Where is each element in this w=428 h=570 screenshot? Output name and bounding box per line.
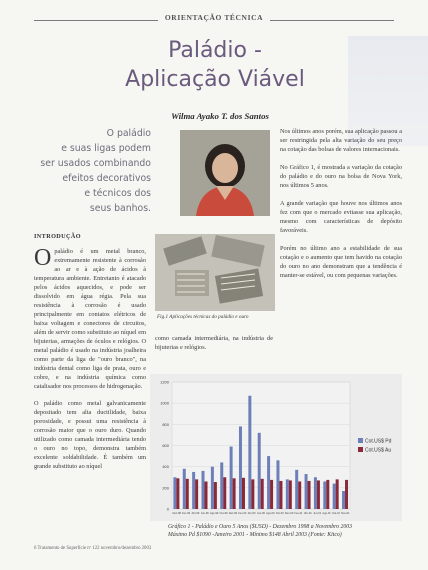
x-tick-label: Ago-01 [322, 512, 331, 515]
bar-pd [286, 479, 289, 509]
x-tick-label: Jun-00 [257, 512, 265, 515]
x-tick-label: Abr-99 [191, 512, 200, 515]
legend-label: Cot.US$ Pd [365, 438, 392, 445]
chart-caption-line-1: Gráfico 1 - Paládio e Ouro 5 Anos ($USD) - Dezembro 1998 a Novembro 2003 [168, 524, 353, 530]
bar-pd [220, 462, 223, 509]
bar-pd [342, 491, 345, 509]
bar-pd [192, 472, 195, 509]
bar-au [242, 478, 245, 509]
chart [150, 374, 402, 521]
paragraph [34, 247, 146, 391]
y-tick-label: 1200 [160, 379, 169, 385]
chart-caption [168, 523, 408, 539]
intro-line: O paládio [106, 128, 151, 139]
x-tick-label: Dez-00 [284, 512, 294, 515]
intro-line: efeitos decorativos [62, 173, 151, 184]
bar-au [279, 481, 282, 509]
title-line-1: Paládio - [168, 38, 262, 63]
author: Wilma Ayako T. dos Santos [171, 111, 269, 121]
figure-caption: Fig.1 Aplicações técnicas do paládio e ouro [157, 314, 249, 320]
chart-svg [150, 374, 402, 521]
bar-au [214, 482, 217, 509]
x-tick-label: Jun-99 [200, 512, 209, 515]
bar-pd [276, 460, 279, 509]
bar-au [176, 478, 179, 509]
y-tick-label: 0 [166, 506, 169, 512]
paragraph: No Gráfico 1, é mostrada a variação da cotação do paládio e do ouro na bolsa de Nova York, nos últimos 5 anos. [280, 164, 402, 189]
bar-au [289, 480, 292, 509]
palladium-components-photo [155, 234, 275, 311]
x-tick-label: Nov-01 [341, 512, 350, 515]
bar-pd [295, 470, 298, 509]
bar-pd [248, 396, 251, 509]
bar-pd [173, 477, 176, 509]
bar-au [233, 478, 236, 509]
bar-pd [323, 481, 326, 509]
x-tick-label: Fev-01 [294, 512, 303, 515]
bar-pd [258, 433, 261, 509]
x-tick-label: Fev-00 [238, 512, 247, 515]
y-tick-label: 400 [162, 464, 169, 470]
bar-au [345, 480, 348, 509]
x-tick-label: Abr-00 [247, 512, 256, 515]
bar-pd [267, 456, 270, 509]
paragraph: O paládio como metal galvanicamente depositado tem alta ductilidade, baixa porosidade, e possui uma resistência à corrosão maior que o ouro duro. Quando utilizado como camada intermediária tendo o ouro no topo, demonstra também excelente soldabilidade. É também um grande substituto ao níquel [34, 400, 146, 470]
author-photo [180, 130, 270, 216]
intro-line: e suas ligas podem [61, 143, 151, 154]
bar-au [261, 479, 264, 509]
paragraph-text: paládio é um metal branco, extremamente resistente à corrosão ao ar e à ação de ácidos à temperatura ambiente. Entretanto é atacado pelos ácidos aquecidos, e pode ser dissolvido em água régia. Pela sua resistência à corrosão é usado principalmente em contatos elétricos de baixa voltagem e conectores de circuitos, além de servir como substituto ao níquel em bijuterias, armações de óculos e relógios. O metal paládio é usado na indústria joalheira como parte da liga de "ouro branco", na indústria dental como liga de prata, ouro e cobre, e na indústria química como catalisador nos processos de hidrogenação. [34, 248, 146, 390]
paragraph: Porém no último ano a estabilidade de sua cotação e o aumento que tem havido na cotação do ouro no ano demonstram que a tendência é manter-se estável, ou com pequenas variações. [280, 245, 402, 279]
bar-au [186, 479, 189, 509]
title-line-2: Aplicação Viável [125, 67, 305, 92]
x-tick-label: Fev-99 [182, 512, 191, 515]
intro-line: ser usados combinando [40, 158, 151, 169]
bar-pd [183, 469, 186, 509]
y-tick-label: 200 [162, 485, 169, 491]
chart-caption-line-2: Máximo Pd $1090 -Janeiro 2001 - Mínimo $148 Abril 2003 (Fonte: Kitco) [168, 532, 342, 538]
bar-pd [230, 447, 233, 509]
bar-pd [202, 471, 205, 509]
bar-pd [333, 484, 336, 509]
middle-text: como camada intermediária, na indústria de bijuterias e relógios. [155, 335, 273, 351]
bar-au [298, 481, 301, 509]
intro-callout [10, 126, 151, 216]
bar-pd [314, 477, 317, 509]
bar-au [205, 481, 208, 509]
y-tick-label: 600 [162, 443, 169, 448]
y-tick-label: 800 [162, 421, 169, 427]
left-column [34, 247, 146, 471]
right-column-top [280, 127, 402, 280]
x-tick-label: Out-00 [275, 512, 284, 515]
x-tick-label: Out-99 [219, 512, 228, 515]
x-tick-label: Ago-99 [209, 512, 219, 515]
bar-au [317, 480, 320, 509]
footer: 6 Tratamento de Superfície nº 122 novembro/dezembro 2003 [34, 546, 152, 551]
drop-cap: O [34, 245, 52, 271]
bar-pd [211, 467, 214, 509]
intro-line: seus banhos. [89, 203, 151, 214]
paragraph: A grande variação que houve nos últimos anos fez com que o mercado evitasse sua aplicação, mesmo com características de depósito favoráveis. [280, 200, 402, 234]
bar-pd [305, 474, 308, 509]
x-tick-label: Dez-98 [172, 512, 181, 515]
x-tick-label: Abr-01 [303, 512, 312, 515]
bar-au [251, 479, 254, 509]
legend-label: Cot.US$ Au [365, 447, 392, 454]
bar-au [270, 480, 273, 509]
intro-line: e técnicos dos [84, 188, 151, 199]
x-tick-label: Out-01 [331, 512, 340, 515]
bar-au [326, 480, 329, 509]
x-tick-label: Dez-99 [228, 512, 238, 515]
legend-swatch [358, 438, 363, 443]
subheading-introducao: INTRODUÇÃO [34, 233, 81, 240]
legend-swatch [358, 447, 363, 452]
y-tick-label: 1000 [160, 400, 169, 406]
bar-au [223, 477, 226, 509]
section-label: ORIENTAÇÃO TÉCNICA [0, 13, 428, 22]
x-tick-label: Jun-01 [313, 512, 322, 515]
x-tick-label: Ago-00 [266, 512, 275, 515]
paragraph: Nos últimos anos porém, sua aplicação passou a ser restringida pela alta variação do seu preço na cotação das bolsas de valores internacionais. [280, 128, 402, 153]
bar-pd [239, 426, 242, 509]
bar-au [308, 481, 311, 509]
bar-au [195, 479, 198, 509]
bar-au [336, 479, 339, 509]
